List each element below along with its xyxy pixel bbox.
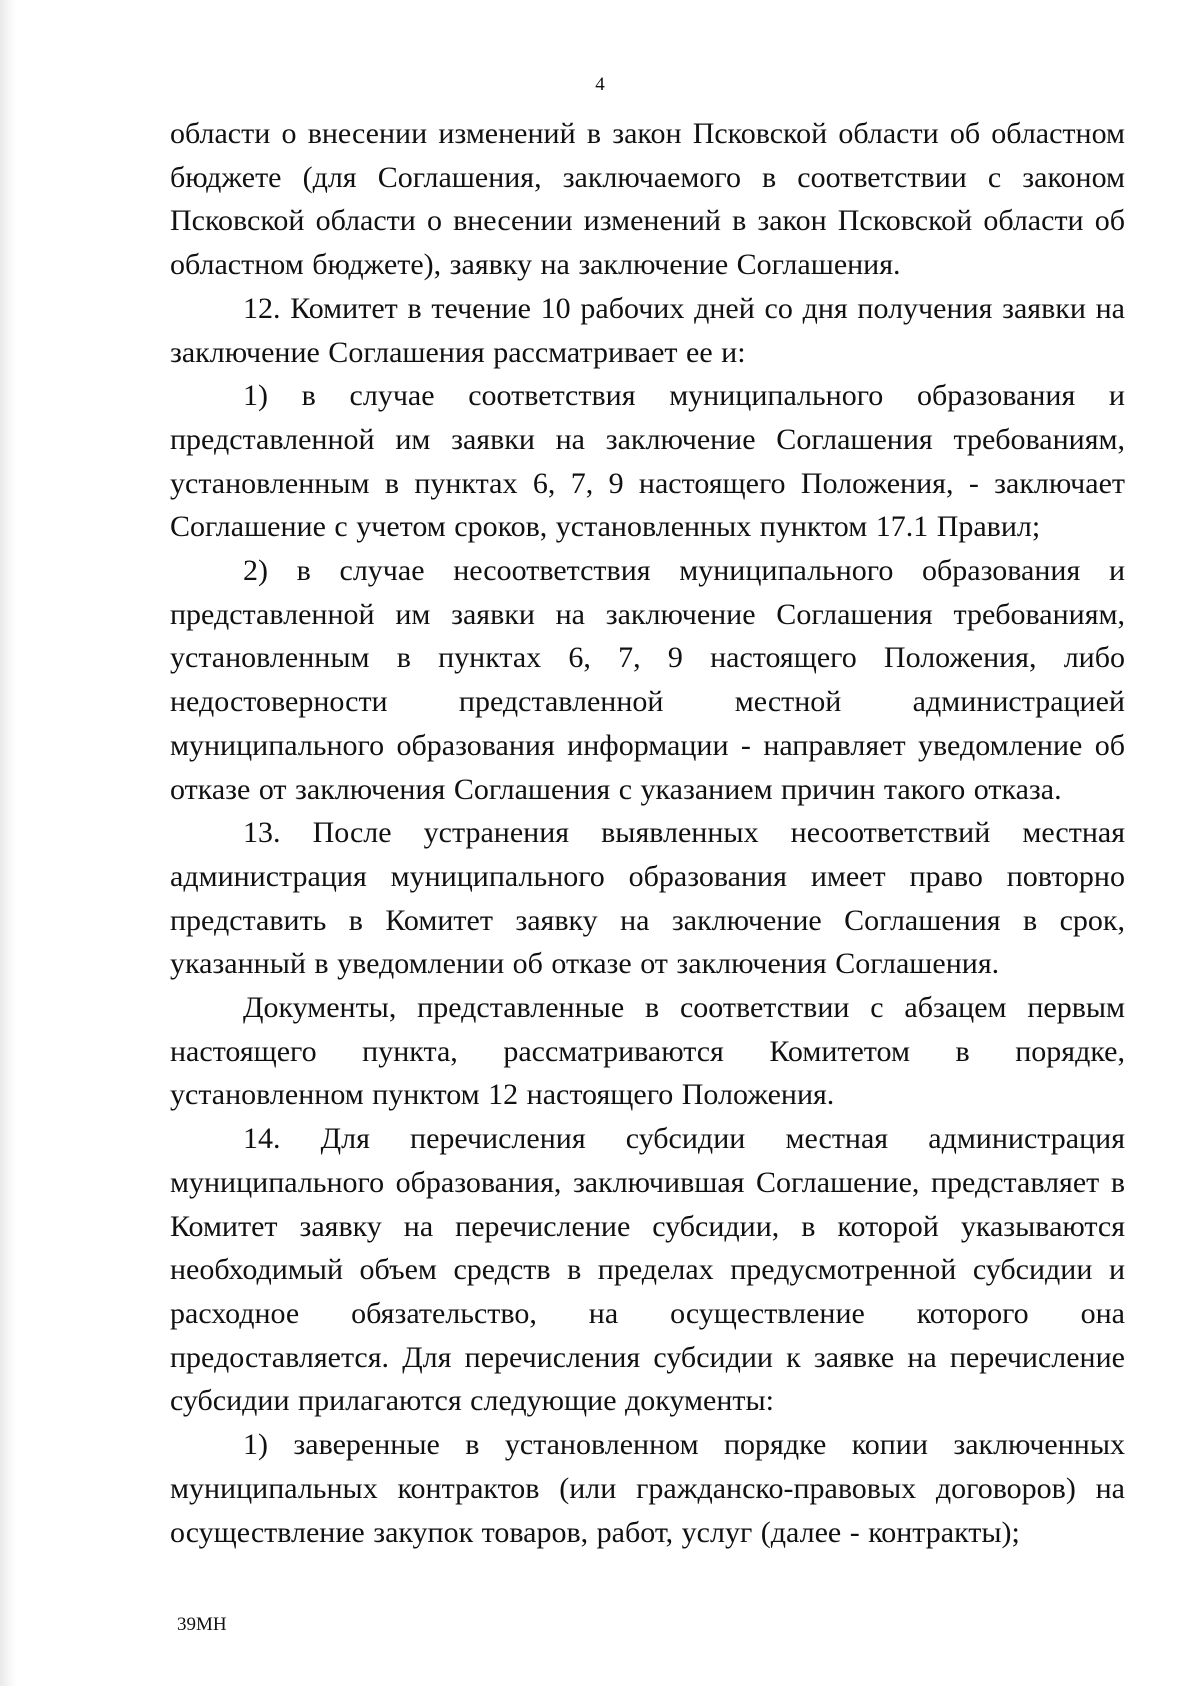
paragraph-12-item-1: 1) в случае соответствия муниципального образования и представленной им заявки на заключение Соглашения требованиям, установленным в пунктах 6, 7, 9 настоящего Положения, - заключает Соглашение с учетом сроков, установленных пунктом 17.1 Правил; xyxy=(170,379,1125,544)
paragraph-14: 14. Для перечисления субсидии местная администрация муниципального образования, заключившая Соглашение, представляет в Комитет заявку на перечисление субсидии, в которой указываются необходимый объем средств в пределах предусмотренной субсидии и расходное обязательство, на осуществление которого она предоставляется. Для перечисления субсидии к заявке на перечисление субсидии прилагаются следующие документы: xyxy=(170,1122,1125,1418)
paragraph-12-item-2: 2) в случае несоответствия муниципального образования и представленной им заявки на заключение Соглашения требованиям, установленным в пунктах 6, 7, 9 настоящего Положения, либо недостоверности представленной местной администрацией муниципального образования информации - направляет уведомление об отказе от заключения Соглашения с указанием причин такого отказа. xyxy=(170,554,1125,806)
paragraph-14-item-1: 1) заверенные в установленном порядке копии заключенных муниципальных контрактов (или гражданско-правовых договоров) на осуществление закупок товаров, работ, услуг (далее - контракты); xyxy=(170,1428,1125,1549)
document-body xyxy=(170,112,1125,1554)
paragraph-13-documents: Документы, представленные в соответствии с абзацем первым настоящего пункта, рассматриваются Комитетом в порядке, установленном пунктом 12 настоящего Положения. xyxy=(170,991,1125,1112)
paragraph-13: 13. После устранения выявленных несоответствий местная администрация муниципального образования имеет право повторно представить в Комитет заявку на заключение Соглашения в срок, указанный в уведомлении об отказе от заключения Соглашения. xyxy=(170,816,1125,981)
paragraph-continuation: области о внесении изменений в закон Псковской области об областном бюджете (для Соглашения, заключаемого в соответствии с законом Псковской области о внесении изменений в закон Псковской области об областном бюджете), заявку на заключение Соглашения. xyxy=(170,117,1125,282)
page-number: 4 xyxy=(595,74,605,95)
paragraph-12: 12. Комитет в течение 10 рабочих дней со дня получения заявки на заключение Соглашения рассматривает ее и: xyxy=(170,291,1125,369)
footer-code: 39МН xyxy=(177,1614,227,1635)
page-edge xyxy=(0,0,16,1686)
